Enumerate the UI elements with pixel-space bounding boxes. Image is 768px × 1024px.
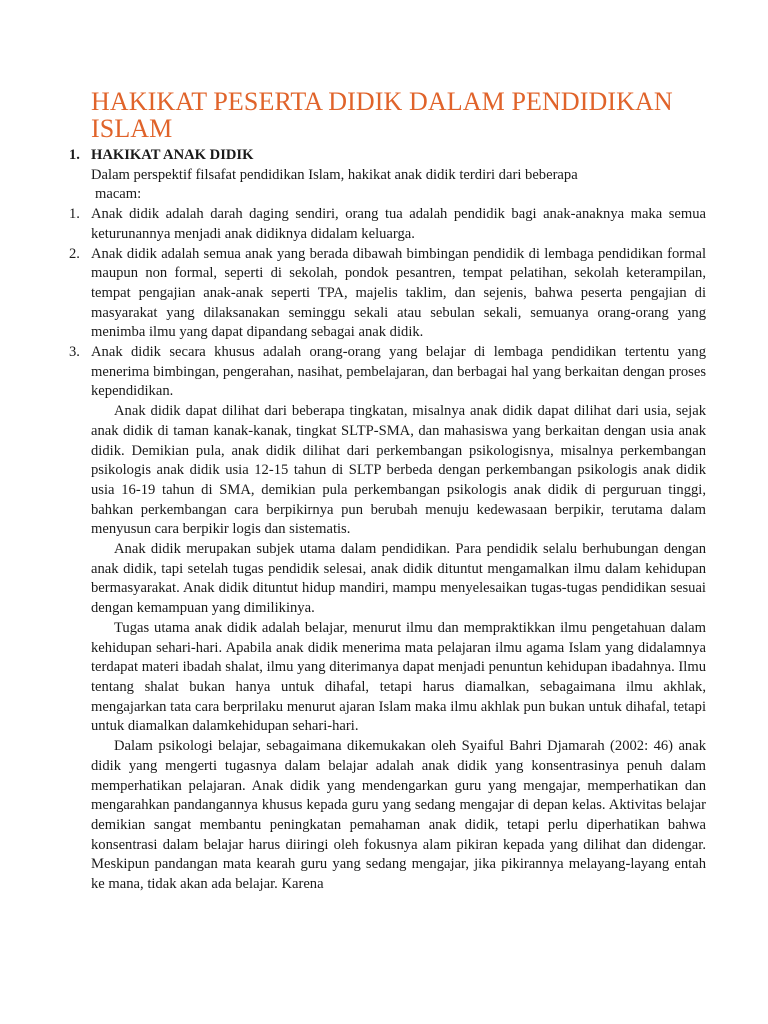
section-heading — [0, 146, 768, 166]
list-item-text: Anak didik secara khusus adalah orang-orang yang belajar di lembaga pendidikan tertentu yang menerima bimbingan, pengerahan, nasihat, pembelajaran, dan berbagai hal yang berkaitan dengan proses kependidikan. — [91, 344, 706, 400]
body-paragraph: Tugas utama anak didik adalah belajar, menurut ilmu dan mempraktikkan ilmu pengetahuan dalam kehidupan sehari-hari. Apabila anak didik menerima mata pelajaran ilmu agama Islam yang didalamnya terdapat materi ibadah shalat, ilmu yang diterimanya dapat menjadi penuntun kehidupan ibadahnya. Ilmu tentang shalat bukan hanya untuk dihafal, tetapi harus diamalkan, sebagaimana ilmu akhlak, mengajarkan tata cara berprilaku menurut ajaran Islam maka ilmu akhlak pun bukan untuk dihafal, tetapi untuk diamalkan dalamkehidupan sehari-hari. — [91, 619, 706, 735]
section-heading-text: HAKIKAT ANAK DIDIK — [91, 147, 254, 163]
body-paragraph: Anak didik merupakan subjek utama dalam pendidikan. Para pendidik selalu berhubungan dengan anak didik, tapi setelah tugas pendidik selesai, anak didik dituntut mengamalkan ilmu dalam kehidupan bermasyarakat. Anak didik dituntut hidup mandiri, mampu menyelesaikan tugas-tugas pendidikan sesuai dengan kemampuan yang dimilikinya. — [91, 541, 706, 617]
list-item-text: Anak didik adalah semua anak yang berada dibawah bimbingan pendidik di lembaga pendidikan formal maupun non formal, seperti di sekolah, pondok pesantren, tempat pelatihan, sekolah keterampilan, tempat pengajian anak-anak seperti TPA, majelis taklim, dan sejenis, bahwa peserta pengajian di masyarakat yang dilaksanakan seminggu sekali atau sebulan sekali, semuanya orang-orang yang menimba ilmu yang dapat dipandang sebagai anak didik. — [91, 245, 706, 341]
list-item — [0, 343, 706, 402]
intro-line-2: macam: — [95, 186, 142, 203]
list-item — [0, 205, 706, 244]
list-item-text: Anak didik adalah darah daging sendiri, orang tua adalah pendidik bagi anak-anaknya maka semua keturunannya menjadi anak didiknya didalam keluarga. — [91, 206, 706, 242]
body-paragraph: Anak didik dapat dilihat dari beberapa tingkatan, misalnya anak didik dapat dilihat dari usia, sejak anak didik di taman kanak-kanak, tingkat SLTP-SMA, dan mahasiswa yang berkaitan dengan usia anak didik. Demikian pula, anak didik dilihat dari perkembangan psikologisnya, misalnya perkembangan psikologis anak didik usia 12-15 tahun di SLTP berbeda dengan perkembangan psikologis anak didik usia 16-19 tahun di SMA, demikian pula perkembangan psikologis anak didik di perguruan tinggi, bahkan perkembangan cara berpikirnya pun berubah menuju kedewasaan berpikir, terutama dalam menyusun cara berpikir logis dan sistematis. — [91, 403, 706, 538]
list-item-number: 2. — [69, 245, 80, 262]
list-item-number: 1. — [69, 206, 80, 223]
list-item-number: 3. — [69, 344, 80, 361]
list-item — [0, 245, 706, 344]
document-title: HAKIKAT PESERTA DIDIK DALAM PENDIDIKAN ISLAM — [91, 87, 673, 143]
intro-paragraph — [0, 166, 611, 205]
section-number: 1. — [69, 147, 80, 163]
document-body — [0, 146, 768, 895]
intro-line-1: Dalam perspektif filsafat pendidikan Islam, hakikat anak didik terdiri dari beberapa — [91, 166, 578, 183]
body-paragraph: Dalam psikologi belajar, sebagaimana dikemukakan oleh Syaiful Bahri Djamarah (2002: 46) anak didik yang mengerti tugasnya dalam belajar adalah anak didik yang konsentrasinya penuh dalam memperhatikan pelajaran. Anak didik yang mendengarkan guru yang mengajar, memperhatikan dan mengarahkan pandangannya khusus kepada guru yang sedang mengajar di depan kelas. Aktivitas belajar demikian sangat membantu peningkatan pemahaman anak didik, tetapi perlu diperhatikan bahwa konsentrasi dalam belajar harus diiringi oleh fokusnya alam pikiran kepada yang dilihat dan didengar. Meskipun pandangan mata kearah guru yang sedang mengajar, jika pikirannya melayang-layang entah ke mana, tidak akan ada belajar. Karena — [91, 738, 706, 893]
